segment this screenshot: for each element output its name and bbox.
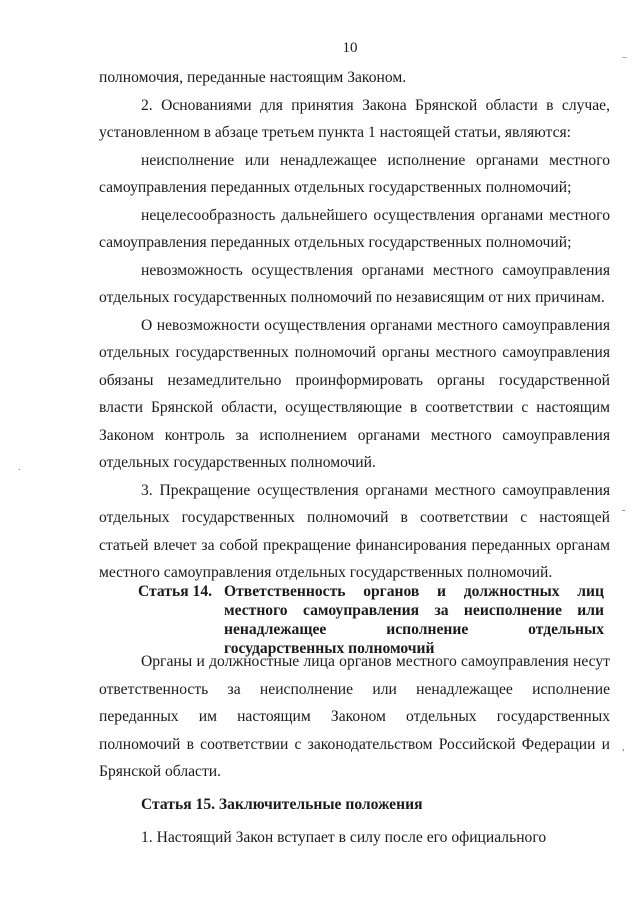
scan-mark: _ [622,48,627,59]
article-15-heading: Статья 15. Заключительные положения [141,796,423,813]
article-14-body [99,648,610,786]
scan-mark: - [622,505,626,516]
article-14-title: Ответственность органов и должностных лиц местного самоуправления за неисполнение или ненадлежащее исполнение отдельных государственных полномочий [224,583,604,657]
scan-mark: , [622,742,625,753]
paragraph: полномочия, переданные настоящим Законом. [99,69,407,86]
paragraph: 1. Настоящий Закон вступает в силу после его официального [141,829,547,846]
scan-mark: . [18,462,21,473]
paragraph: невозможность осуществления органами местного самоуправления отдельных государственных полномочий по независящим от них причинам. [99,261,610,306]
paragraph: Органы и должностные лица органов местного самоуправления несут ответственность за неисполнение или ненадлежащее исполнение переданных им настоящим Законом отдельных государственных полномочий в соответствии с законодательством Российской Федерации и Брянской области. [99,653,610,780]
article-15-body [99,824,610,852]
paragraph: неисполнение или ненадлежащее исполнение органами местного самоуправления переданных отдельных государственных полномочий; [99,151,610,196]
article-14-heading [138,582,610,658]
paragraph: 3. Прекращение осуществления органами местного самоуправления отдельных государственных полномочий в соответствии с настоящей статьей влечет за собой прекращение финансирования переданных органам местного самоуправления отдельных государственных полномочий. [99,481,610,581]
article-13-continuation [99,64,610,587]
paragraph: О невозможности осуществления органами местного самоуправления отдельных государственных полномочий органы местного самоуправления обязаны незамедлительно проинформировать органы государственной власти Брянской области, осуществляющие в соответствии с настоящим Законом контроль за исполнением органами местного самоуправления отдельных государственных полномочий. [99,316,610,471]
page-number: 10 [342,40,358,56]
paragraph: 2. Основаниями для принятия Закона Брянской области в случае, установленном в абзаце третьем пункта 1 настоящей статьи, являются: [99,96,610,141]
paragraph: нецелесообразность дальнейшего осуществления органами местного самоуправления переданных отдельных государственных полномочий; [99,206,610,251]
article-14-number: Статья 14. [138,583,213,600]
